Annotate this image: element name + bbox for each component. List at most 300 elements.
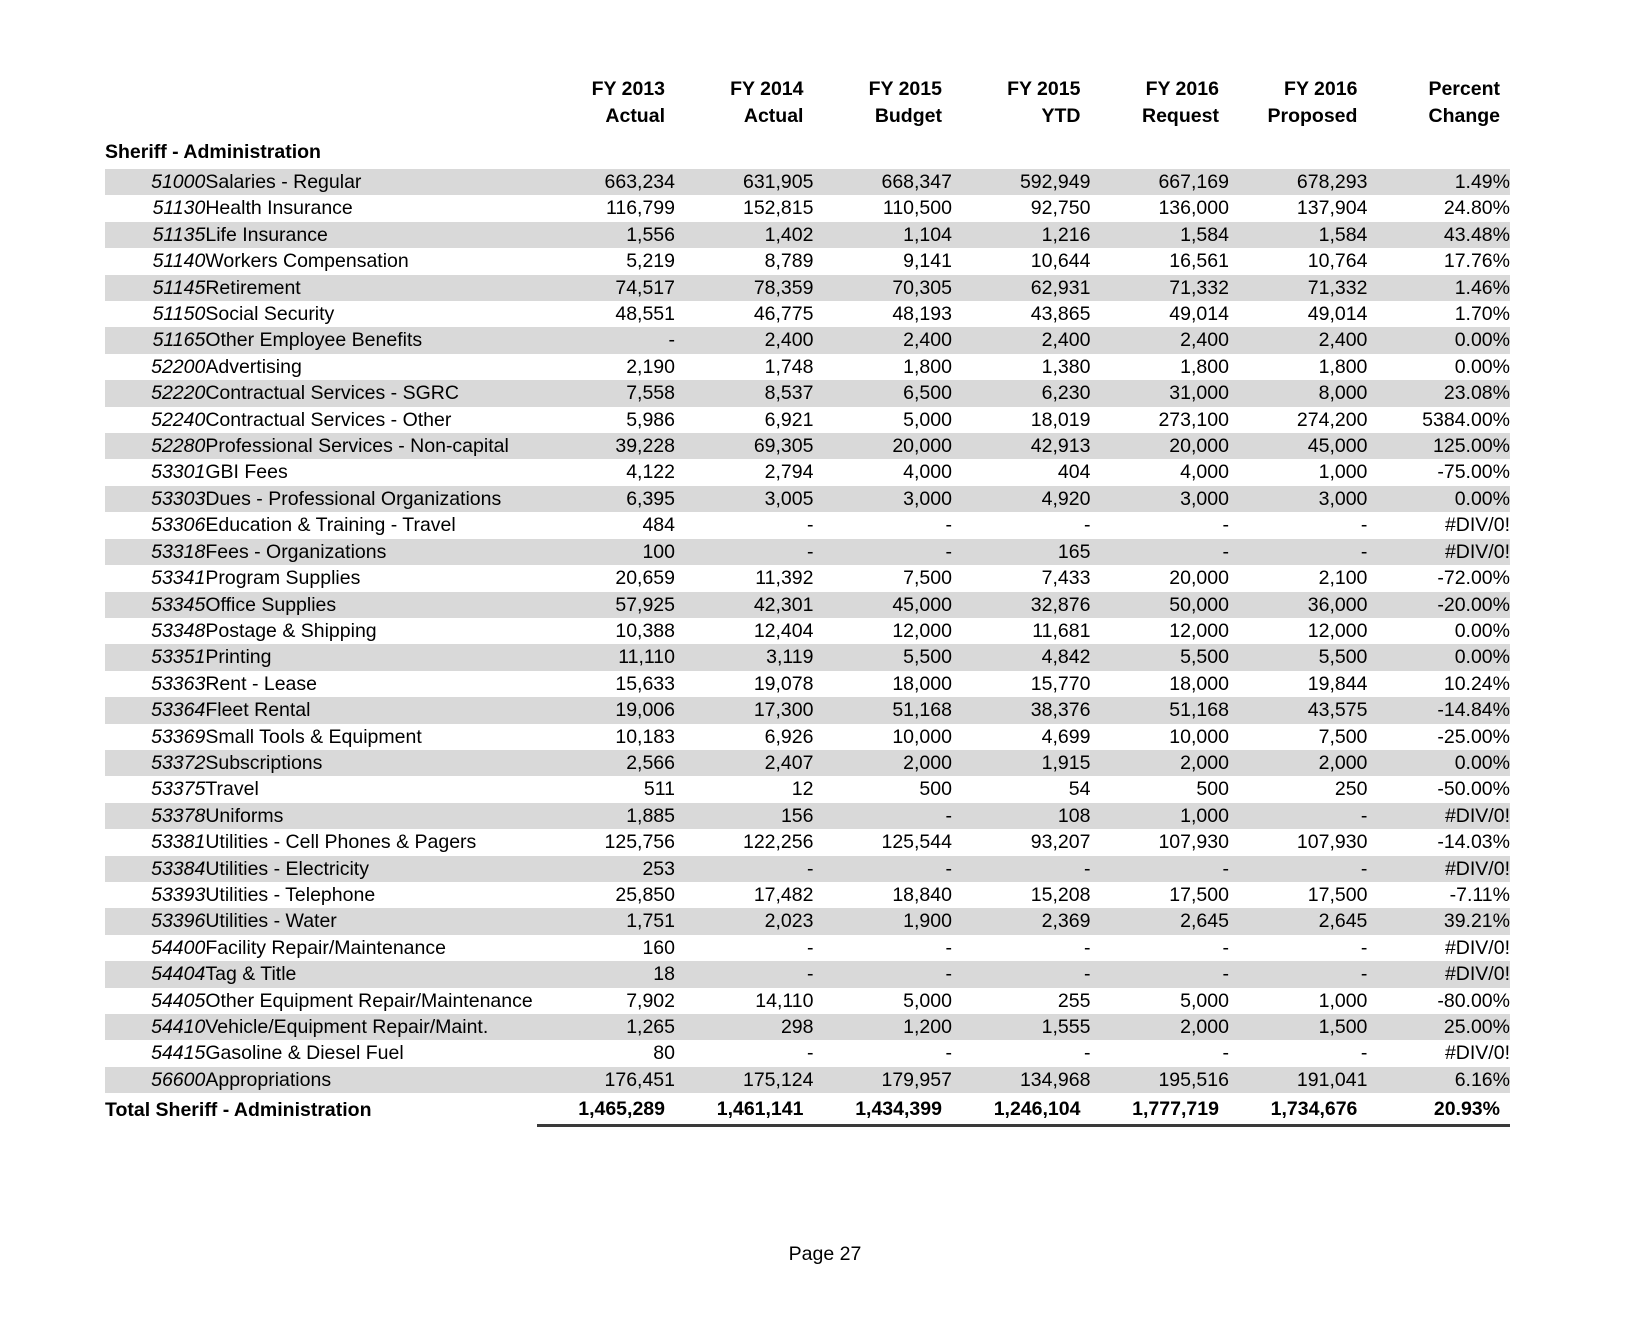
cell-fy2014-actual: 298 <box>675 1014 813 1040</box>
account-code: 52200 <box>151 355 206 378</box>
table-row <box>105 222 1510 248</box>
cell-fy2015-ytd: 4,699 <box>1041 725 1091 748</box>
cell-fy2015-ytd: 11,681 <box>1032 619 1091 642</box>
cell-fy2015-budget: 1,104 <box>813 222 951 248</box>
cell-fy2013-actual: 11,110 <box>537 644 675 670</box>
cell-fy2015-ytd: 4,920 <box>952 486 1090 512</box>
account-description: Retirement <box>205 275 536 301</box>
cell-fy2015-budget: 179,957 <box>813 1067 951 1093</box>
account-description: Salaries - Regular <box>205 169 536 195</box>
cell-fy2015-budget: 668,347 <box>813 169 951 195</box>
cell-fy2016-request: 2,645 <box>1090 908 1228 934</box>
cell-percent-change: #DIV/0! <box>1367 961 1510 987</box>
cell-fy2014-actual: 11,392 <box>755 567 814 590</box>
cell-fy2013-actual: 80 <box>653 1042 675 1065</box>
cell-fy2014-actual: 12 <box>791 778 814 801</box>
account-description: Other Employee Benefits <box>205 327 536 353</box>
total-fy2014-actual: 1,461,141 <box>675 1093 813 1126</box>
account-description: Appropriations <box>205 1067 536 1093</box>
cell-percent-change: #DIV/0! <box>1444 1042 1510 1065</box>
column-header-fy2016request-line2: Request <box>1142 105 1219 128</box>
header-row <box>105 58 1510 138</box>
table-row <box>105 1040 1510 1066</box>
cell-fy2014-actual: 2,794 <box>764 461 814 484</box>
account-description: Printing <box>205 644 536 670</box>
cell-fy2013-actual: 100 <box>537 539 675 565</box>
cell-fy2015-ytd: 165 <box>952 539 1090 565</box>
cell-fy2016-proposed: 49,014 <box>1307 303 1368 326</box>
cell-fy2016-request: - <box>1222 514 1229 537</box>
table-row <box>105 750 1510 776</box>
cell-percent-change: -14.03% <box>1437 831 1510 854</box>
cell-fy2013-actual: 2,566 <box>537 750 675 776</box>
account-description: Life Insurance <box>205 222 536 248</box>
cell-fy2016-proposed: - <box>1229 961 1367 987</box>
cell-fy2015-ytd: 7,433 <box>1041 567 1091 590</box>
cell-fy2016-request: 667,169 <box>1090 169 1228 195</box>
cell-fy2015-budget: 7,500 <box>903 567 952 590</box>
cell-fy2015-ytd: 10,644 <box>1030 250 1091 273</box>
account-description: Social Security <box>205 303 335 326</box>
cell-percent-change: 17.76% <box>1443 250 1510 273</box>
cell-fy2016-proposed: 137,904 <box>1296 197 1368 220</box>
cell-fy2014-actual: 42,301 <box>675 592 813 618</box>
table-row <box>105 301 1510 327</box>
cell-fy2013-actual: 1,885 <box>537 803 675 829</box>
total-label: Total Sheriff - Administration <box>105 1093 537 1126</box>
cell-fy2016-request: 4,000 <box>1180 461 1229 484</box>
cell-fy2016-request: 16,561 <box>1169 250 1229 273</box>
cell-fy2016-request: - <box>1090 856 1228 882</box>
table-row <box>105 829 1510 855</box>
cell-fy2015-ytd: - <box>952 961 1090 987</box>
total-fy2016-request: 1,777,719 <box>1090 1093 1228 1126</box>
table-row <box>105 935 1510 961</box>
table-row <box>105 724 1510 750</box>
cell-fy2016-request: 31,000 <box>1090 380 1228 406</box>
account-description: Education & Training - Travel <box>205 514 456 537</box>
cell-fy2014-actual: 2,407 <box>675 750 813 776</box>
cell-fy2015-ytd: 2,369 <box>952 908 1090 934</box>
cell-fy2013-actual: 125,756 <box>604 831 675 854</box>
account-code: 53318 <box>105 539 205 565</box>
cell-fy2016-proposed: - <box>1360 514 1368 537</box>
cell-percent-change: 39.21% <box>1367 908 1510 934</box>
cell-fy2015-budget: 4,000 <box>903 461 952 484</box>
cell-fy2016-request: 107,930 <box>1158 831 1229 854</box>
account-description: Subscriptions <box>205 750 536 776</box>
cell-fy2016-proposed: 1,584 <box>1229 222 1367 248</box>
cell-fy2014-actual: 2,400 <box>675 327 813 353</box>
cell-fy2014-actual: - <box>806 514 814 537</box>
cell-percent-change: 1.70% <box>1454 303 1510 326</box>
cell-fy2015-ytd: 43,865 <box>1030 303 1091 326</box>
column-header-fy2014-line1: FY 2014 <box>730 78 804 101</box>
cell-fy2014-actual: 12,404 <box>753 619 814 642</box>
cell-fy2015-ytd: 6,230 <box>952 380 1090 406</box>
account-description: Facility Repair/Maintenance <box>205 936 446 959</box>
cell-fy2015-budget: - <box>813 856 951 882</box>
budget-table <box>105 58 1510 1127</box>
cell-fy2015-budget: 1,800 <box>903 355 952 378</box>
account-description: Utilities - Cell Phones & Pagers <box>205 831 477 854</box>
cell-fy2015-ytd: 134,968 <box>952 1067 1090 1093</box>
cell-fy2015-budget: 2,400 <box>813 327 951 353</box>
cell-fy2014-actual: 6,921 <box>764 408 814 431</box>
account-description: Utilities - Water <box>205 908 536 934</box>
cell-percent-change: 0.00% <box>1367 644 1510 670</box>
table-row <box>105 407 1510 433</box>
cell-fy2015-ytd: 15,208 <box>1030 883 1091 906</box>
cell-fy2016-request: 2,000 <box>1090 1014 1228 1040</box>
column-header-fy2016-request <box>1090 58 1228 138</box>
cell-fy2014-actual: 78,359 <box>675 275 813 301</box>
account-code: 53381 <box>151 831 206 854</box>
cell-fy2013-actual: 511 <box>643 778 675 801</box>
cell-percent-change: #DIV/0! <box>1367 856 1510 882</box>
table-row <box>105 644 1510 670</box>
cell-percent-change: 5384.00% <box>1422 408 1510 431</box>
account-code: 51000 <box>105 169 205 195</box>
cell-fy2016-request: 136,000 <box>1158 197 1229 220</box>
account-description: Postage & Shipping <box>205 619 377 642</box>
cell-percent-change: 23.08% <box>1367 380 1510 406</box>
cell-fy2014-actual: 122,256 <box>742 831 814 854</box>
cell-fy2016-proposed: 8,000 <box>1229 380 1367 406</box>
cell-percent-change: 1.49% <box>1367 169 1510 195</box>
column-header-code <box>105 58 205 138</box>
cell-fy2015-budget: 1,900 <box>813 908 951 934</box>
account-description: Utilities - Telephone <box>205 883 376 906</box>
account-code: 52280 <box>105 433 205 459</box>
cell-fy2014-actual: 156 <box>675 803 813 829</box>
cell-percent-change: 6.16% <box>1367 1067 1510 1093</box>
cell-fy2014-actual: - <box>675 539 813 565</box>
account-code: 53351 <box>105 644 205 670</box>
account-description: Vehicle/Equipment Repair/Maint. <box>205 1014 536 1040</box>
section-header-row <box>105 138 1510 169</box>
cell-percent-change: -80.00% <box>1437 989 1510 1012</box>
cell-fy2013-actual: 176,451 <box>537 1067 675 1093</box>
cell-fy2013-actual: 15,633 <box>615 672 675 695</box>
table-row <box>105 1067 1510 1093</box>
section-title: Sheriff - Administration <box>105 141 321 163</box>
cell-fy2016-proposed: - <box>1229 539 1367 565</box>
cell-fy2016-proposed: 2,000 <box>1229 750 1367 776</box>
cell-fy2016-request: 273,100 <box>1158 408 1229 431</box>
cell-fy2013-actual: 19,006 <box>537 697 675 723</box>
cell-fy2016-request: 12,000 <box>1169 619 1229 642</box>
cell-fy2015-ytd: 1,380 <box>1041 355 1091 378</box>
page-footer <box>0 1243 1650 1266</box>
column-header-fy2015budget-line2: Budget <box>874 105 942 128</box>
cell-fy2015-budget: 5,500 <box>813 644 951 670</box>
total-fy2016-proposed: 1,734,676 <box>1229 1093 1367 1126</box>
cell-fy2016-request: 2,400 <box>1090 327 1228 353</box>
account-description: Fees - Organizations <box>205 539 536 565</box>
table-row <box>105 803 1510 829</box>
table-row <box>105 565 1510 591</box>
cell-fy2015-ytd: 2,400 <box>952 327 1090 353</box>
cell-fy2015-budget: 125,544 <box>881 831 952 854</box>
cell-fy2015-ytd: - <box>1083 936 1091 959</box>
cell-fy2016-request: 1,800 <box>1180 355 1229 378</box>
account-code: 53372 <box>105 750 205 776</box>
account-description: Contractual Services - SGRC <box>205 380 536 406</box>
cell-fy2015-ytd: 108 <box>952 803 1090 829</box>
cell-fy2014-actual: 152,815 <box>742 197 814 220</box>
cell-fy2015-budget: - <box>813 539 951 565</box>
cell-fy2013-actual: 4,122 <box>626 461 675 484</box>
cell-fy2016-proposed: 10,764 <box>1307 250 1368 273</box>
cell-fy2013-actual: 10,388 <box>615 619 675 642</box>
account-code: 54405 <box>151 989 206 1012</box>
account-code: 51150 <box>152 303 206 326</box>
cell-fy2016-proposed: 17,500 <box>1307 883 1368 906</box>
cell-fy2016-request: 3,000 <box>1090 486 1228 512</box>
cell-fy2015-budget: 18,000 <box>892 672 952 695</box>
account-code: 51145 <box>105 275 205 301</box>
column-header-fy2016-proposed <box>1229 58 1367 138</box>
table-body <box>105 138 1510 1093</box>
cell-fy2016-request: - <box>1222 1042 1229 1065</box>
account-description: Gasoline & Diesel Fuel <box>205 1042 404 1065</box>
account-description: Dues - Professional Organizations <box>205 486 536 512</box>
cell-percent-change: -50.00% <box>1437 778 1510 801</box>
cell-percent-change: -14.84% <box>1367 697 1510 723</box>
account-code: 53341 <box>151 567 206 590</box>
cell-fy2015-budget: 5,000 <box>903 989 952 1012</box>
column-header-percent-line2: Change <box>1428 105 1500 128</box>
cell-fy2016-request: 51,168 <box>1090 697 1228 723</box>
cell-fy2013-actual: 7,902 <box>626 989 675 1012</box>
column-header-fy2014-actual <box>675 58 813 138</box>
table-row <box>105 697 1510 723</box>
column-header-fy2013-actual <box>537 58 675 138</box>
cell-fy2016-proposed: 2,400 <box>1229 327 1367 353</box>
column-header-percent-line1: Percent <box>1428 78 1500 101</box>
table-row <box>105 671 1510 697</box>
cell-fy2013-actual: 484 <box>642 514 675 537</box>
account-code: 51140 <box>152 250 206 273</box>
cell-percent-change: #DIV/0! <box>1444 936 1510 959</box>
cell-fy2016-proposed: 7,500 <box>1318 725 1368 748</box>
cell-fy2015-budget: 9,141 <box>903 250 952 273</box>
account-description: Health Insurance <box>205 197 353 220</box>
cell-fy2013-actual: 5,219 <box>626 250 675 273</box>
total-fy2015-ytd: 1,246,104 <box>952 1093 1090 1126</box>
account-description: Uniforms <box>205 803 536 829</box>
table-row <box>105 592 1510 618</box>
cell-fy2016-request: 10,000 <box>1169 725 1229 748</box>
account-code: 54415 <box>151 1042 206 1065</box>
cell-fy2015-ytd: 404 <box>1057 461 1091 484</box>
cell-fy2014-actual: 631,905 <box>675 169 813 195</box>
table-row <box>105 856 1510 882</box>
total-fy2013-actual: 1,465,289 <box>537 1093 675 1126</box>
cell-fy2014-actual: 1,748 <box>764 355 814 378</box>
cell-fy2016-request: 1,000 <box>1090 803 1228 829</box>
column-header-fy2015-budget <box>813 58 951 138</box>
cell-fy2016-proposed: - <box>1360 1042 1368 1065</box>
cell-fy2015-budget: 2,000 <box>813 750 951 776</box>
cell-fy2016-proposed: 678,293 <box>1229 169 1367 195</box>
cell-fy2015-budget: - <box>813 803 951 829</box>
cell-percent-change: 10.24% <box>1443 672 1510 695</box>
account-description: Tag & Title <box>205 961 536 987</box>
account-code: 52220 <box>105 380 205 406</box>
cell-fy2014-actual: 69,305 <box>675 433 813 459</box>
cell-fy2015-ytd: 62,931 <box>952 275 1090 301</box>
cell-fy2015-budget: 10,000 <box>892 725 952 748</box>
cell-fy2016-request: 5,500 <box>1090 644 1228 670</box>
table-row <box>105 195 1510 221</box>
cell-fy2013-actual: 7,558 <box>537 380 675 406</box>
account-description: Professional Services - Non-capital <box>205 433 536 459</box>
cell-fy2015-ytd: 32,876 <box>952 592 1090 618</box>
cell-fy2013-actual: 20,659 <box>615 567 675 590</box>
cell-fy2016-proposed: 250 <box>1334 778 1368 801</box>
cell-fy2015-ytd: 4,842 <box>952 644 1090 670</box>
cell-fy2013-actual: 663,234 <box>537 169 675 195</box>
cell-fy2014-actual: 17,482 <box>753 883 814 906</box>
cell-fy2016-request: 17,500 <box>1169 883 1229 906</box>
column-header-fy2015ytd-line1: FY 2015 <box>1007 78 1081 101</box>
account-code: 51135 <box>105 222 205 248</box>
cell-percent-change: 0.00% <box>1367 486 1510 512</box>
cell-fy2013-actual: - <box>537 327 675 353</box>
cell-fy2015-budget: 51,168 <box>813 697 951 723</box>
table-row <box>105 618 1510 644</box>
cell-fy2015-ytd: 93,207 <box>1030 831 1091 854</box>
cell-fy2015-ytd: 592,949 <box>952 169 1090 195</box>
cell-fy2015-budget: 20,000 <box>813 433 951 459</box>
cell-fy2016-proposed: 45,000 <box>1229 433 1367 459</box>
account-code: 53378 <box>105 803 205 829</box>
cell-fy2016-request: - <box>1222 936 1229 959</box>
cell-fy2016-request: 1,584 <box>1090 222 1228 248</box>
cell-fy2013-actual: 57,925 <box>537 592 675 618</box>
cell-fy2015-ytd: 38,376 <box>952 697 1090 723</box>
cell-percent-change: -75.00% <box>1437 461 1510 484</box>
account-code: 53301 <box>151 461 206 484</box>
cell-fy2015-budget: 6,500 <box>813 380 951 406</box>
cell-fy2015-budget: 3,000 <box>813 486 951 512</box>
cell-fy2014-actual: 8,537 <box>675 380 813 406</box>
cell-fy2015-ytd: 15,770 <box>1030 672 1091 695</box>
account-description: Utilities - Electricity <box>205 856 536 882</box>
cell-fy2016-proposed: 3,000 <box>1229 486 1367 512</box>
cell-percent-change: 43.48% <box>1367 222 1510 248</box>
table-row <box>105 908 1510 934</box>
cell-fy2014-actual: - <box>675 856 813 882</box>
cell-fy2016-proposed: 43,575 <box>1229 697 1367 723</box>
account-description: Small Tools & Equipment <box>205 725 422 748</box>
cell-fy2016-proposed: 1,500 <box>1229 1014 1367 1040</box>
account-code: 53384 <box>105 856 205 882</box>
account-code: 56600 <box>105 1067 205 1093</box>
cell-percent-change: 0.00% <box>1367 750 1510 776</box>
account-code: 52240 <box>151 408 206 431</box>
cell-percent-change: 1.46% <box>1367 275 1510 301</box>
cell-fy2015-budget: 12,000 <box>892 619 952 642</box>
cell-fy2016-request: 18,000 <box>1169 672 1229 695</box>
budget-page <box>0 58 1650 1333</box>
column-header-fy2013-line2: Actual <box>605 105 665 128</box>
account-code: 53375 <box>151 778 206 801</box>
cell-percent-change: -72.00% <box>1437 567 1510 590</box>
table-footer <box>105 1093 1510 1126</box>
table-row <box>105 961 1510 987</box>
column-header-fy2016proposed-line2: Proposed <box>1267 105 1358 128</box>
cell-fy2013-actual: 18 <box>537 961 675 987</box>
cell-fy2013-actual: 2,190 <box>626 355 675 378</box>
cell-fy2013-actual: 1,265 <box>537 1014 675 1040</box>
table-row <box>105 433 1510 459</box>
cell-fy2013-actual: 10,183 <box>615 725 675 748</box>
account-code: 53345 <box>105 592 205 618</box>
cell-percent-change: 25.00% <box>1367 1014 1510 1040</box>
cell-fy2016-request: 49,014 <box>1169 303 1229 326</box>
cell-percent-change: -7.11% <box>1449 883 1510 906</box>
account-code: 53369 <box>151 725 206 748</box>
cell-fy2015-ytd: 42,913 <box>952 433 1090 459</box>
cell-fy2015-ytd: 1,216 <box>952 222 1090 248</box>
cell-fy2014-actual: 19,078 <box>753 672 814 695</box>
table-row <box>105 169 1510 195</box>
column-header-fy2015-ytd <box>952 58 1090 138</box>
cell-fy2016-proposed: - <box>1229 803 1367 829</box>
table-row <box>105 459 1510 485</box>
account-description: GBI Fees <box>205 461 288 484</box>
table-row <box>105 776 1510 802</box>
cell-fy2016-proposed: 19,844 <box>1307 672 1368 695</box>
table-header <box>105 58 1510 138</box>
cell-fy2015-budget: 1,200 <box>813 1014 951 1040</box>
cell-fy2014-actual: - <box>806 936 814 959</box>
cell-fy2014-actual: 175,124 <box>675 1067 813 1093</box>
column-header-fy2016request-line1: FY 2016 <box>1145 78 1219 101</box>
account-description: Advertising <box>205 355 302 378</box>
cell-fy2013-actual: 116,799 <box>605 197 675 220</box>
cell-percent-change: 24.80% <box>1443 197 1510 220</box>
cell-fy2014-actual: - <box>675 961 813 987</box>
column-header-fy2015budget-line1: FY 2015 <box>868 78 942 101</box>
account-code: 53303 <box>105 486 205 512</box>
column-header-fy2013-line1: FY 2013 <box>591 78 665 101</box>
cell-fy2015-budget: - <box>945 1042 952 1065</box>
cell-fy2014-actual: 6,926 <box>764 725 814 748</box>
cell-fy2015-ytd: 1,555 <box>952 1014 1090 1040</box>
account-description: Contractual Services - Other <box>205 408 452 431</box>
account-description: Office Supplies <box>205 592 536 618</box>
cell-fy2013-actual: 39,228 <box>537 433 675 459</box>
account-description: Travel <box>205 778 259 801</box>
cell-fy2013-actual: 6,395 <box>537 486 675 512</box>
cell-fy2013-actual: 5,986 <box>626 408 675 431</box>
cell-fy2016-proposed: - <box>1229 856 1367 882</box>
cell-fy2015-budget: - <box>813 961 951 987</box>
cell-fy2014-actual: 3,005 <box>675 486 813 512</box>
cell-fy2014-actual: 17,300 <box>675 697 813 723</box>
cell-fy2016-proposed: 1,000 <box>1318 461 1368 484</box>
cell-fy2013-actual: 74,517 <box>537 275 675 301</box>
cell-percent-change: #DIV/0! <box>1444 514 1510 537</box>
cell-percent-change: -25.00% <box>1437 725 1510 748</box>
column-header-fy2016proposed-line1: FY 2016 <box>1284 78 1358 101</box>
column-header-fy2015ytd-line2: YTD <box>1041 105 1081 128</box>
cell-fy2016-proposed: 2,645 <box>1229 908 1367 934</box>
